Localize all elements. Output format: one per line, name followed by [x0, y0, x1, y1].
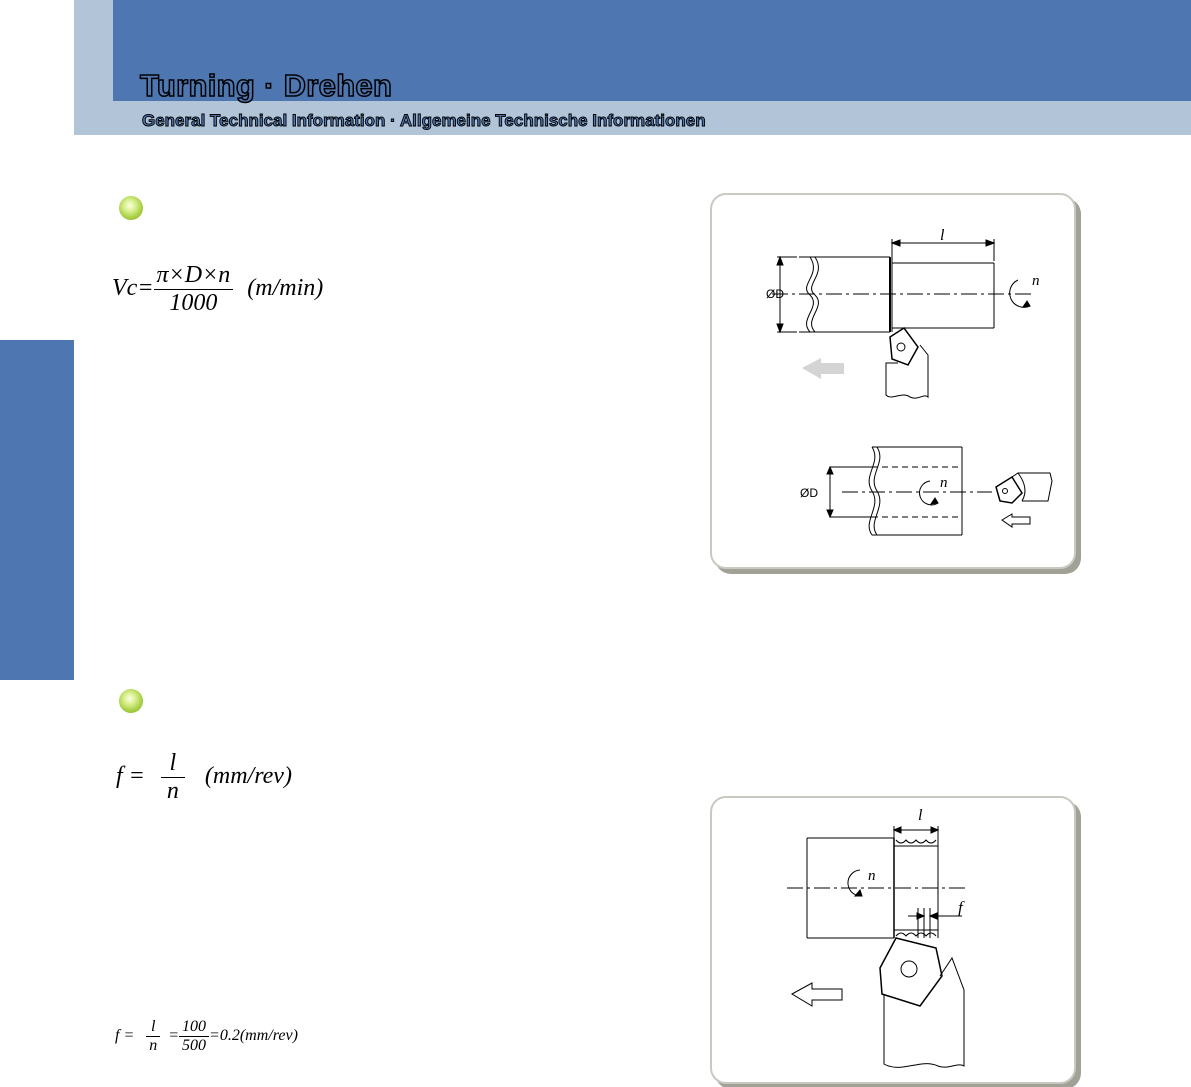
- cutting-speed-diagram-card: [710, 193, 1076, 569]
- formula-denominator: 1000: [154, 289, 234, 317]
- example-fraction-1: [146, 1018, 160, 1055]
- feed-length-label: l: [918, 807, 923, 824]
- page-title: Turning · Drehen: [140, 68, 393, 103]
- feed-speed-label: n: [868, 868, 876, 884]
- example-den-2: 500: [179, 1036, 209, 1055]
- formula-numerator: π×D×n: [156, 262, 231, 288]
- bullet-icon: [119, 689, 143, 713]
- formula-denominator: n: [161, 777, 185, 805]
- bullet-icon: [119, 196, 143, 220]
- example-den-1: n: [146, 1036, 160, 1055]
- formula-numerator: l: [169, 750, 177, 776]
- formula-fraction: [161, 750, 185, 805]
- formula-lhs: f =: [116, 763, 145, 790]
- speed-inner-label: n: [940, 475, 948, 491]
- example-num-1: l: [151, 1018, 156, 1035]
- feed-example-formula: [115, 1018, 298, 1055]
- feed-diagram: [712, 798, 1074, 1082]
- example-lhs: f =: [115, 1027, 135, 1045]
- formula-fraction: [154, 262, 234, 317]
- diameter-inner-label: ØD: [800, 486, 818, 500]
- formula-unit: (mm/rev): [204, 763, 292, 790]
- example-result: =0.2(mm/rev): [209, 1027, 298, 1045]
- example-fraction-2: [179, 1018, 209, 1055]
- feed-f-label: f: [958, 898, 963, 917]
- cutting-speed-formula: [112, 262, 323, 317]
- feed-diagram-card: [710, 796, 1076, 1084]
- formula-lhs: Vc=: [112, 275, 154, 302]
- side-tab-bar: [0, 340, 74, 680]
- formula-unit: (m/min): [247, 275, 324, 302]
- speed-outer-label: n: [1032, 273, 1040, 289]
- example-num-2: 100: [182, 1018, 207, 1035]
- cutting-speed-diagram: [712, 195, 1074, 567]
- feed-formula: [116, 750, 292, 805]
- example-eq: =: [168, 1027, 180, 1045]
- length-label: l: [940, 227, 945, 244]
- diameter-outer-label: ØD: [766, 287, 784, 301]
- page-subtitle: General Technical Information · Allgemeine Technische Informationen: [142, 111, 706, 130]
